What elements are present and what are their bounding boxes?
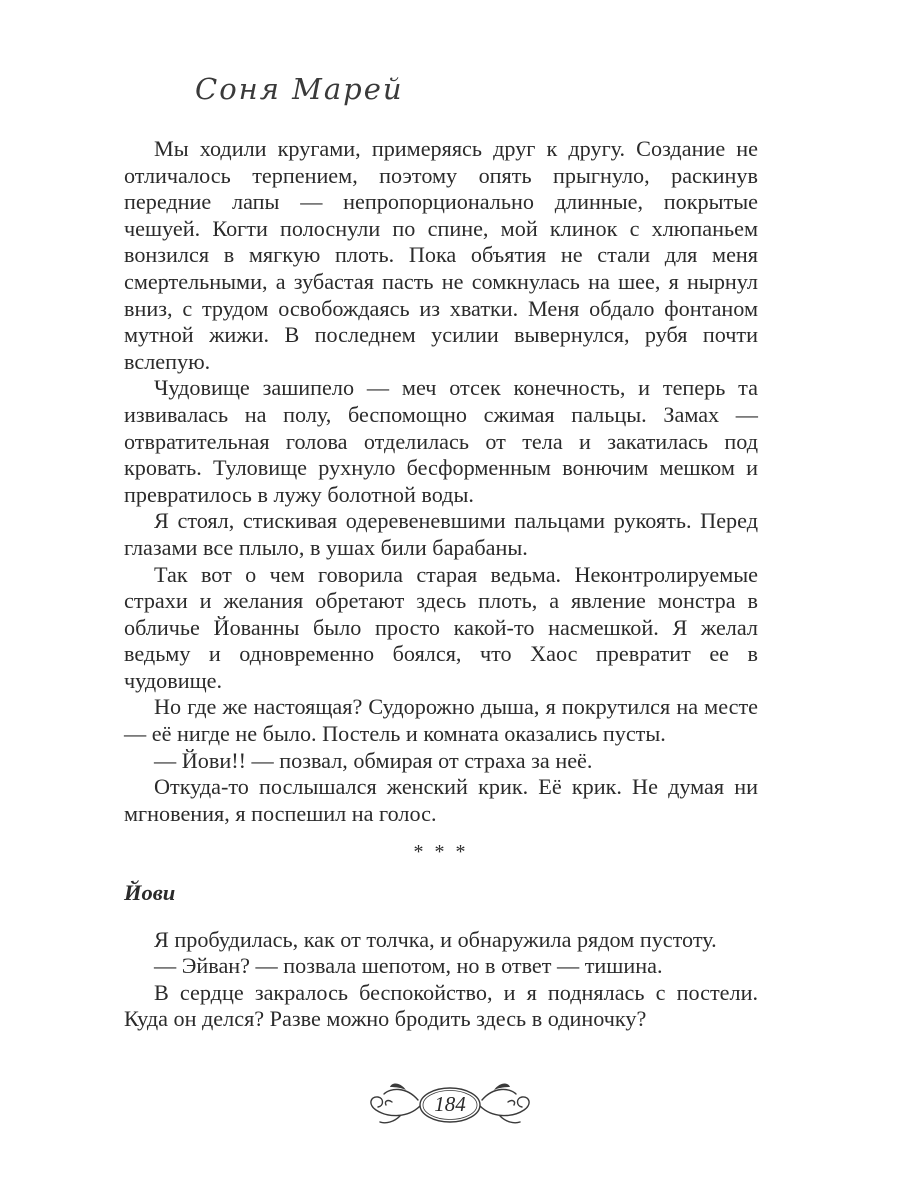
section-heading: Йови: [124, 880, 176, 906]
paragraph: Чудовище зашипело — меч отсек конечность, и теперь та извивалась на полу, беспомощно сжимая пальцы. Замах — отвратительная голова отделилась от тела и закатилась под кровать. Туловище рухнуло бесформенным вонючим мешком и превратилось в лужу болотной воды.: [124, 375, 758, 507]
paragraph: Так вот о чем говорила старая ведьма. Неконтролируемые страхи и желания обретают здесь плоть, а явление монстра в обличье Йованны было просто какой-то насмешкой. Я желал ведьму и одновременно боялся, что Хаос превратит ее в чудовище.: [124, 561, 758, 693]
page-footer-ornament: [360, 1078, 540, 1138]
paragraph: Я пробудилась, как от толчка, и обнаружила рядом пустоту.: [154, 926, 717, 952]
body-text: [124, 136, 758, 1033]
paragraph: Я стоял, стискивая одеревеневшими пальцами рукоять. Перед глазами все плыло, в ушах били барабаны.: [124, 508, 758, 560]
dialogue-line: — Эйван? — позвала шепотом, но в ответ — тишина.: [154, 953, 663, 979]
running-head-author: Соня Марей: [195, 72, 404, 106]
dialogue-line: — Йови!! — позвал, обмирая от страха за неё.: [154, 747, 593, 773]
paragraph: Мы ходили кругами, примеряясь друг к другу. Создание не отличалось терпением, поэтому опять прыгнуло, раскинув передние лапы — непропорционально длинные, покрытые чешуей. Когти полоснули по спине, мой клинок с хлюпаньем вонзился в мягкую плоть. Пока объятия не стали для меня смертельными, а зубастая пасть не сомкнулась на шее, я нырнул вниз, с трудом освобождаясь из хватки. Меня обдало фонтаном мутной жижи. В последнем усилии вывернулся, рубя почти вслепую.: [124, 136, 758, 374]
page-number: 184: [434, 1092, 466, 1116]
scene-separator: * * *: [413, 841, 469, 864]
paragraph: Откуда-то послышался женский крик. Её крик. Не думая ни мгновения, я поспешил на голос.: [124, 774, 758, 826]
paragraph: Но где же настоящая? Судорожно дыша, я покрутился на месте — её нигде не было. Постель и комната оказались пусты.: [124, 694, 758, 747]
paragraph: В сердце закралось беспокойство, и я поднялась с постели. Куда он делся? Разве можно бродить здесь в одиночку?: [124, 979, 758, 1032]
